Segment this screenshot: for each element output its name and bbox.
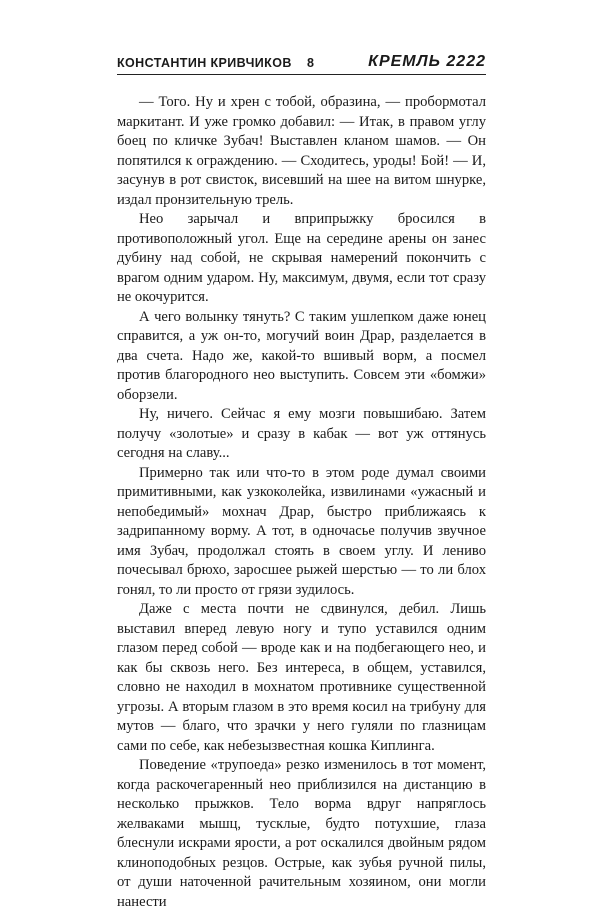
paragraph: — Того. Ну и хрен с тобой, образина, — пробормотал маркитант. И уже громко добавил: — Итак, в правом углу боец по кличке Зубач! Выставлен кланом шамов. — Он попятился к ограждению. — Сходитесь, уроды! Бой! — И, засунув в рот свисток, висевший на шее на витом шнурке, издал пронзительную трель.	[117, 94, 486, 208]
paragraph: Нео зарычал и вприпрыжку бросился в противоположный угол. Еще на середине арены он занес дубину над собой, не скрывая намерений покончить с врагом одним ударом. Ну, максимум, двумя, если тот сразу не окочурится.	[117, 211, 486, 305]
body-text	[117, 93, 486, 912]
paragraph: Ну, ничего. Сейчас я ему мозги повышибаю. Затем получу «золотые» и сразу в кабак — вот уж оттянусь сегодня на славу...	[117, 406, 486, 461]
paragraph: Даже с места почти не сдвинулся, дебил. Лишь выставил вперед левую ногу и тупо уставился одним глазом перед собой — вроде как и на подбегающего нео, и как бы сквозь него. Без интереса, в общем, уставился, словно не находил в мохнатом противнике существенной угрозы. А вторым глазом в это время косил на трибуну для мутов — благо, что зрачки у него гуляли по глазницам сами по себе, как небезызвестная кошка Киплинга.	[117, 601, 486, 754]
running-header	[117, 53, 486, 75]
author-name: КОНСТАНТИН КРИВЧИКОВ	[117, 56, 292, 70]
paragraph: Поведение «трупоеда» резко изменилось в тот момент, когда раскочегаренный нео приблизился на дистанцию в несколько прыжков. Тело ворма вдруг напряглось желваками мышц, тусклые, будто потухшие, глаза блеснули искрами ярости, а рот оскалился двойным рядом клиноподобных резцов. Острые, как зубья ручной пилы, от души наточенной рачительным хозяином, они могли нанести	[117, 757, 486, 910]
paragraph: А чего волынку тянуть? С таким ушлепком даже юнец справится, а уж он-то, могучий воин Драр, разделается в два счета. Надо же, какой-то вшивый ворм, а посмел против благородного нео выступить. Совсем эти «бомжи» оборзели.	[117, 308, 486, 403]
page-number: 8	[307, 56, 314, 70]
paragraph: Примерно так или что-то в этом роде думал своими примитивными, как узкоколейка, извилинами «ужасный и непобедимый» мохнач Драр, быстро приближаясь к задрипанному ворму. А тот, в одночасье получив звучное имя Зубач, продолжал стоять в своем углу. И лениво почесывал брюхо, заросшее рыжей шерстью — то ли блох гонял, то ли просто от грязи зудилось.	[117, 464, 486, 598]
book-title: КРЕМЛЬ 2222	[368, 53, 486, 70]
